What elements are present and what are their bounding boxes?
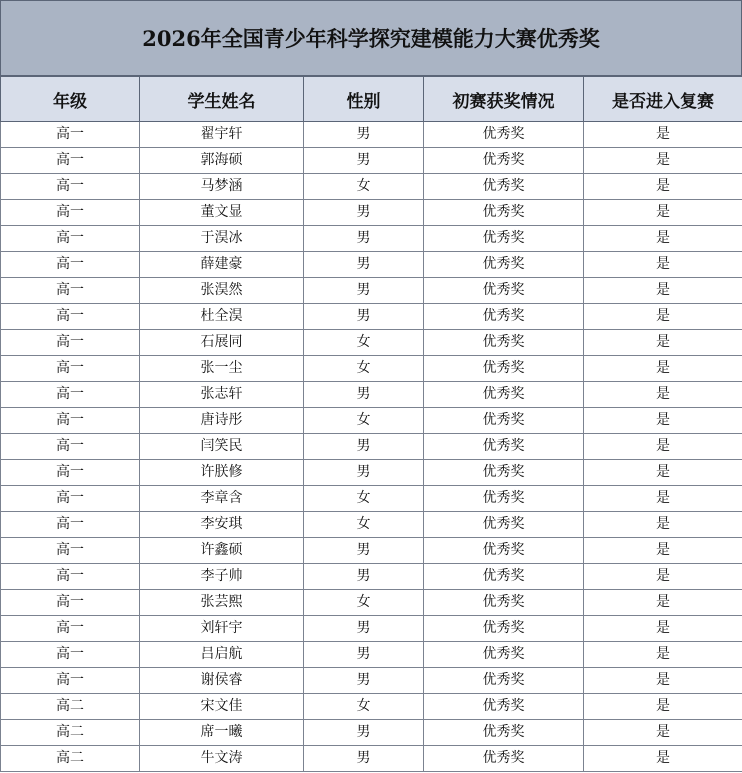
cell-advance-to-rematch: 是 <box>584 642 742 668</box>
cell-preliminary-award: 优秀奖 <box>424 382 584 408</box>
table-row <box>1 694 742 720</box>
cell-student-name: 唐诗彤 <box>140 408 304 434</box>
cell-grade: 高一 <box>1 590 140 616</box>
cell-preliminary-award: 优秀奖 <box>424 304 584 330</box>
cell-student-name: 杜全淏 <box>140 304 304 330</box>
cell-gender: 女 <box>304 590 424 616</box>
cell-gender: 男 <box>304 538 424 564</box>
cell-grade: 高一 <box>1 356 140 382</box>
cell-preliminary-award: 优秀奖 <box>424 200 584 226</box>
table-row <box>1 226 742 252</box>
cell-student-name: 席一曦 <box>140 720 304 746</box>
cell-advance-to-rematch: 是 <box>584 668 742 694</box>
cell-advance-to-rematch: 是 <box>584 434 742 460</box>
cell-grade: 高一 <box>1 382 140 408</box>
cell-gender: 女 <box>304 486 424 512</box>
column-header-advance-to-rematch: 是否进入复赛 <box>584 77 742 122</box>
cell-preliminary-award: 优秀奖 <box>424 746 584 772</box>
cell-gender: 女 <box>304 174 424 200</box>
cell-advance-to-rematch: 是 <box>584 122 742 148</box>
cell-preliminary-award: 优秀奖 <box>424 122 584 148</box>
table-body <box>1 122 742 772</box>
cell-preliminary-award: 优秀奖 <box>424 642 584 668</box>
cell-grade: 高一 <box>1 278 140 304</box>
cell-preliminary-award: 优秀奖 <box>424 486 584 512</box>
cell-advance-to-rematch: 是 <box>584 330 742 356</box>
cell-gender: 女 <box>304 694 424 720</box>
table-row <box>1 148 742 174</box>
table-row <box>1 668 742 694</box>
column-header-gender: 性别 <box>304 77 424 122</box>
cell-grade: 高一 <box>1 616 140 642</box>
table-row <box>1 564 742 590</box>
cell-grade: 高一 <box>1 122 140 148</box>
cell-student-name: 谢侯睿 <box>140 668 304 694</box>
cell-preliminary-award: 优秀奖 <box>424 460 584 486</box>
cell-preliminary-award: 优秀奖 <box>424 226 584 252</box>
cell-grade: 高一 <box>1 200 140 226</box>
table-row <box>1 356 742 382</box>
cell-grade: 高一 <box>1 564 140 590</box>
cell-gender: 男 <box>304 226 424 252</box>
column-header-preliminary-award: 初赛获奖情况 <box>424 77 584 122</box>
table-row <box>1 486 742 512</box>
cell-grade: 高一 <box>1 252 140 278</box>
cell-advance-to-rematch: 是 <box>584 252 742 278</box>
cell-grade: 高二 <box>1 720 140 746</box>
table-row <box>1 174 742 200</box>
cell-advance-to-rematch: 是 <box>584 538 742 564</box>
cell-advance-to-rematch: 是 <box>584 200 742 226</box>
cell-student-name: 牛文涛 <box>140 746 304 772</box>
header-row <box>1 77 742 122</box>
table-row <box>1 434 742 460</box>
table-row <box>1 590 742 616</box>
cell-grade: 高一 <box>1 330 140 356</box>
cell-preliminary-award: 优秀奖 <box>424 538 584 564</box>
cell-gender: 男 <box>304 668 424 694</box>
cell-advance-to-rematch: 是 <box>584 746 742 772</box>
cell-advance-to-rematch: 是 <box>584 486 742 512</box>
cell-grade: 高一 <box>1 538 140 564</box>
table-row <box>1 460 742 486</box>
cell-gender: 男 <box>304 746 424 772</box>
cell-gender: 男 <box>304 382 424 408</box>
cell-advance-to-rematch: 是 <box>584 564 742 590</box>
cell-gender: 男 <box>304 304 424 330</box>
cell-student-name: 郭海硕 <box>140 148 304 174</box>
cell-advance-to-rematch: 是 <box>584 148 742 174</box>
cell-student-name: 许朕修 <box>140 460 304 486</box>
table-row <box>1 304 742 330</box>
table-row <box>1 642 742 668</box>
cell-grade: 高一 <box>1 174 140 200</box>
column-header-grade: 年级 <box>1 77 140 122</box>
cell-preliminary-award: 优秀奖 <box>424 720 584 746</box>
cell-preliminary-award: 优秀奖 <box>424 434 584 460</box>
cell-preliminary-award: 优秀奖 <box>424 512 584 538</box>
cell-advance-to-rematch: 是 <box>584 356 742 382</box>
cell-grade: 高二 <box>1 694 140 720</box>
cell-student-name: 张志轩 <box>140 382 304 408</box>
cell-student-name: 石展同 <box>140 330 304 356</box>
cell-grade: 高一 <box>1 460 140 486</box>
cell-gender: 男 <box>304 148 424 174</box>
cell-preliminary-award: 优秀奖 <box>424 408 584 434</box>
award-table <box>0 76 742 772</box>
table-row <box>1 252 742 278</box>
cell-preliminary-award: 优秀奖 <box>424 148 584 174</box>
cell-advance-to-rematch: 是 <box>584 174 742 200</box>
cell-student-name: 张一尘 <box>140 356 304 382</box>
cell-advance-to-rematch: 是 <box>584 590 742 616</box>
cell-gender: 女 <box>304 408 424 434</box>
cell-preliminary-award: 优秀奖 <box>424 278 584 304</box>
cell-advance-to-rematch: 是 <box>584 226 742 252</box>
cell-advance-to-rematch: 是 <box>584 304 742 330</box>
cell-student-name: 张芸熙 <box>140 590 304 616</box>
table-row <box>1 616 742 642</box>
table-row <box>1 720 742 746</box>
table-row <box>1 512 742 538</box>
table-row <box>1 122 742 148</box>
cell-gender: 女 <box>304 356 424 382</box>
cell-gender: 男 <box>304 720 424 746</box>
cell-student-name: 董文显 <box>140 200 304 226</box>
cell-gender: 男 <box>304 278 424 304</box>
cell-grade: 高二 <box>1 746 140 772</box>
cell-advance-to-rematch: 是 <box>584 382 742 408</box>
cell-preliminary-award: 优秀奖 <box>424 668 584 694</box>
cell-preliminary-award: 优秀奖 <box>424 564 584 590</box>
cell-student-name: 刘轩宇 <box>140 616 304 642</box>
column-header-student-name: 学生姓名 <box>140 77 304 122</box>
cell-advance-to-rematch: 是 <box>584 616 742 642</box>
cell-advance-to-rematch: 是 <box>584 512 742 538</box>
cell-preliminary-award: 优秀奖 <box>424 174 584 200</box>
cell-gender: 男 <box>304 642 424 668</box>
table-row <box>1 278 742 304</box>
cell-gender: 女 <box>304 330 424 356</box>
sheet-title: 2026年全国青少年科学探究建模能力大赛优秀奖 <box>0 0 742 76</box>
cell-grade: 高一 <box>1 486 140 512</box>
cell-preliminary-award: 优秀奖 <box>424 694 584 720</box>
cell-student-name: 吕启航 <box>140 642 304 668</box>
cell-gender: 女 <box>304 512 424 538</box>
cell-advance-to-rematch: 是 <box>584 408 742 434</box>
cell-grade: 高一 <box>1 668 140 694</box>
cell-student-name: 李子帅 <box>140 564 304 590</box>
cell-student-name: 李安琪 <box>140 512 304 538</box>
cell-student-name: 翟宇轩 <box>140 122 304 148</box>
table-row <box>1 330 742 356</box>
cell-gender: 男 <box>304 460 424 486</box>
cell-preliminary-award: 优秀奖 <box>424 616 584 642</box>
table-row <box>1 382 742 408</box>
cell-gender: 男 <box>304 252 424 278</box>
cell-student-name: 薛建豪 <box>140 252 304 278</box>
cell-student-name: 张淏然 <box>140 278 304 304</box>
cell-preliminary-award: 优秀奖 <box>424 590 584 616</box>
cell-student-name: 马梦涵 <box>140 174 304 200</box>
cell-student-name: 宋文佳 <box>140 694 304 720</box>
cell-gender: 男 <box>304 616 424 642</box>
cell-preliminary-award: 优秀奖 <box>424 252 584 278</box>
table-row <box>1 200 742 226</box>
cell-student-name: 于淏冰 <box>140 226 304 252</box>
cell-student-name: 李章含 <box>140 486 304 512</box>
cell-grade: 高一 <box>1 642 140 668</box>
cell-grade: 高一 <box>1 434 140 460</box>
cell-advance-to-rematch: 是 <box>584 720 742 746</box>
table-row <box>1 408 742 434</box>
cell-grade: 高一 <box>1 512 140 538</box>
cell-grade: 高一 <box>1 148 140 174</box>
cell-gender: 男 <box>304 434 424 460</box>
cell-grade: 高一 <box>1 226 140 252</box>
cell-gender: 男 <box>304 122 424 148</box>
cell-grade: 高一 <box>1 304 140 330</box>
table-row <box>1 538 742 564</box>
cell-preliminary-award: 优秀奖 <box>424 330 584 356</box>
cell-advance-to-rematch: 是 <box>584 278 742 304</box>
cell-gender: 男 <box>304 200 424 226</box>
cell-gender: 男 <box>304 564 424 590</box>
cell-preliminary-award: 优秀奖 <box>424 356 584 382</box>
cell-student-name: 许鑫硕 <box>140 538 304 564</box>
cell-student-name: 闫笑民 <box>140 434 304 460</box>
cell-advance-to-rematch: 是 <box>584 460 742 486</box>
cell-advance-to-rematch: 是 <box>584 694 742 720</box>
cell-grade: 高一 <box>1 408 140 434</box>
table-row <box>1 746 742 772</box>
